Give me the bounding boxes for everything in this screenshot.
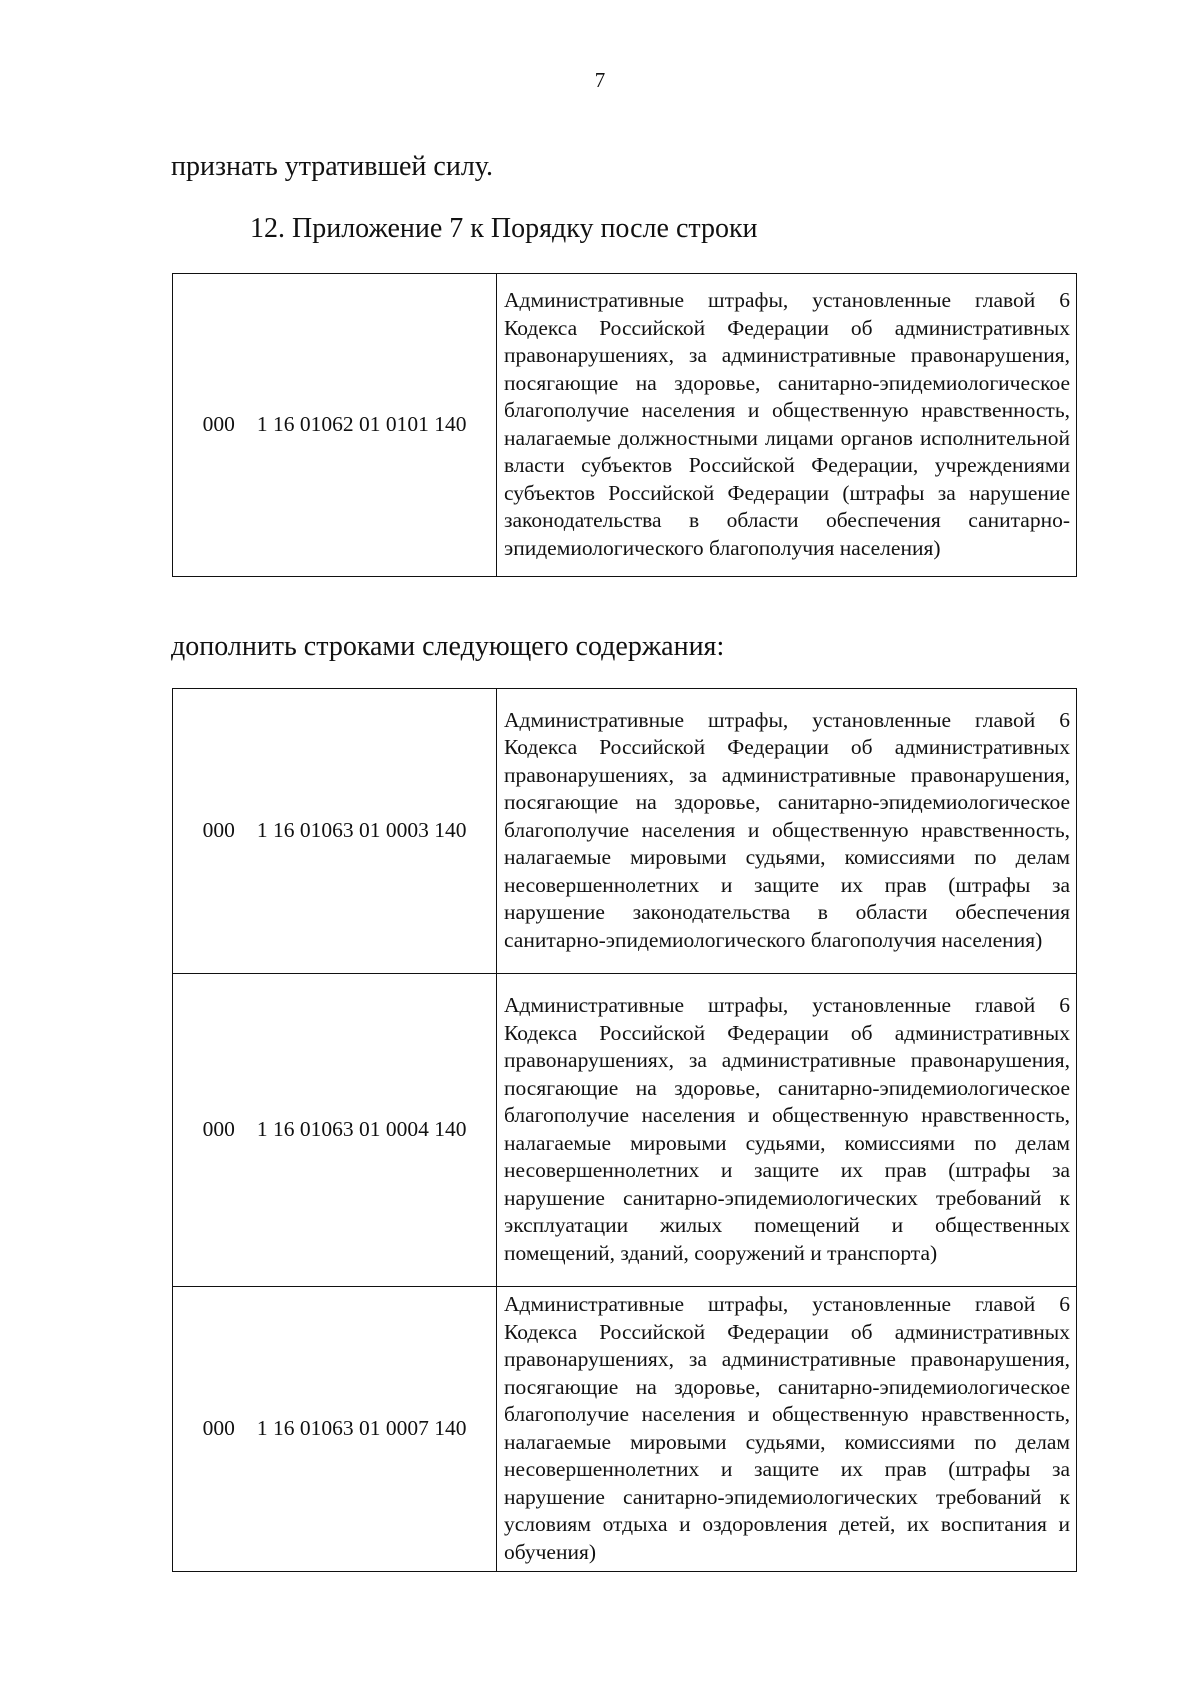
kbk-code: 1 16 01063 01 0003 140 (256, 818, 467, 843)
table-row (173, 974, 1077, 1287)
paragraph-supplement: дополнить строками следующего содержания: (171, 631, 725, 662)
paragraph-item-12: 12. Приложение 7 к Порядку после строки (250, 213, 758, 244)
kbk-code: 1 16 01062 01 0101 140 (256, 412, 467, 437)
description-cell: Административные штрафы, установленные главой 6 Кодекса Российской Федерации об административных правонарушениях, за административные правонарушения, посягающие на здоровье, санитарно-эпидемиологическое благополучие населения и общественную нравственность, налагаемые должностными лицами органов исполнительной власти субъектов Российской Федерации, учреждениями субъектов Российской Федерации (штрафы за нарушение законодательства в области обеспечения санитарно-эпидемиологического благополучия населения) (497, 274, 1077, 577)
code-cell (173, 689, 497, 974)
table-new-rows (172, 688, 1077, 1572)
table-row (173, 689, 1077, 974)
kbk-code: 1 16 01063 01 0007 140 (256, 1416, 467, 1441)
description-cell: Административные штрафы, установленные главой 6 Кодекса Российской Федерации об административных правонарушениях, за административные правонарушения, посягающие на здоровье, санитарно-эпидемиологическое благополучие населения и общественную нравственность, налагаемые мировыми судьями, комиссиями по делам несовершеннолетних и защите их прав (штрафы за нарушение санитарно-эпидемиологических требований к эксплуатации жилых помещений и общественных помещений, зданий, сооружений и транспорта) (497, 974, 1077, 1287)
admin-code: 000 (202, 412, 235, 437)
table-row (173, 274, 1077, 577)
page-number: 7 (594, 68, 606, 92)
admin-code: 000 (202, 1416, 235, 1441)
table-existing-row (172, 273, 1077, 577)
admin-code: 000 (202, 1117, 235, 1142)
admin-code: 000 (202, 818, 235, 843)
code-cell (173, 974, 497, 1287)
kbk-code: 1 16 01063 01 0004 140 (256, 1117, 467, 1142)
code-cell (173, 1287, 497, 1572)
paragraph-intro: признать утратившей силу. (171, 151, 493, 182)
table-row (173, 1287, 1077, 1572)
code-cell (173, 274, 497, 577)
description-cell: Административные штрафы, установленные главой 6 Кодекса Российской Федерации об административных правонарушениях, за административные правонарушения, посягающие на здоровье, санитарно-эпидемиологическое благополучие населения и общественную нравственность, налагаемые мировыми судьями, комиссиями по делам несовершеннолетних и защите их прав (штрафы за нарушение законодательства в области обеспечения санитарно-эпидемиологического благополучия населения) (497, 689, 1077, 974)
description-cell: Административные штрафы, установленные главой 6 Кодекса Российской Федерации об административных правонарушениях, за административные правонарушения, посягающие на здоровье, санитарно-эпидемиологическое благополучие населения и общественную нравственность, налагаемые мировыми судьями, комиссиями по делам несовершеннолетних и защите их прав (штрафы за нарушение санитарно-эпидемиологических требований к условиям отдыха и оздоровления детей, их воспитания и обучения) (497, 1287, 1077, 1572)
